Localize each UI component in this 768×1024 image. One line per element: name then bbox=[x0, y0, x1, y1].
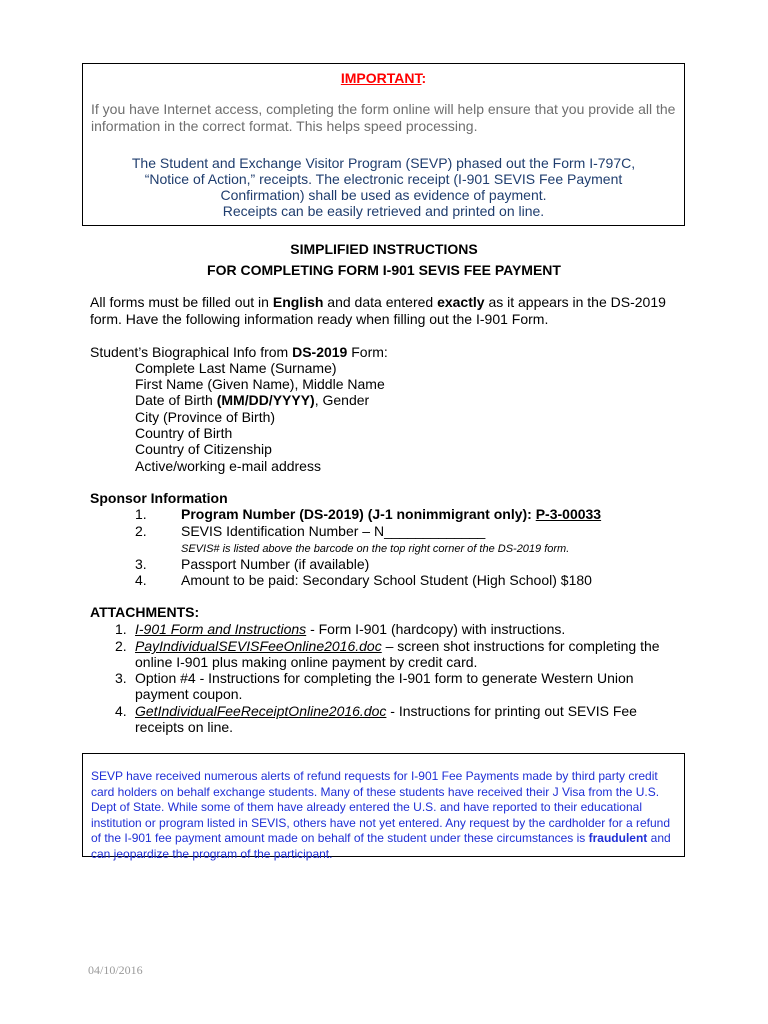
amount-to-pay: Amount to be paid: Secondary School Student (High School) $180 bbox=[181, 572, 592, 588]
intro-paragraph: All forms must be filled out in English and data entered exactly as it appears in the DS-2019 form. Have the following information ready when filling out the I-901 Form. bbox=[90, 294, 666, 327]
sponsor-num: 1. bbox=[135, 506, 147, 522]
attachments-title: ATTACHMENTS: bbox=[90, 604, 200, 620]
fraud-alert-box: SEVP have received numerous alerts of refund requests for I-901 Fee Payments made by third party credit card holders on behalf exchange students. Many of these students have received their J Visa from the U.S. Dept of State. While some of them have already entered the U.S. and have reported to their educational institution or program listed in SEVIS, others have not yet entered. Any request by the cardholder for a refund of the I-901 fee payment amount made on behalf of the student under these circumstances is fraudulent and can jeopardize the program of the participant. bbox=[82, 753, 685, 857]
bio-item: City (Province of Birth) bbox=[135, 409, 276, 425]
attachment-item-cont: online I-901 plus making online payment by credit card. bbox=[135, 654, 478, 670]
attachment-item: Option #4 - Instructions for completing the I-901 form to generate Western Union bbox=[135, 670, 634, 686]
attachment-num: 2. bbox=[115, 638, 127, 654]
passport-number: Passport Number (if available) bbox=[181, 556, 370, 572]
sponsor-num: 2. bbox=[135, 523, 147, 539]
online-advice-paragraph: If you have Internet access, completing the form online will help ensure that you provide all the information in the correct format. This helps speed processing. bbox=[91, 101, 676, 134]
attachment-item-cont: receipts on line. bbox=[135, 719, 234, 735]
attachment-link[interactable]: GetIndividualFeeReceiptOnline2016.doc bbox=[135, 703, 387, 719]
bio-item: Active/working e-mail address bbox=[135, 458, 321, 474]
sponsor-num: 4. bbox=[135, 572, 147, 588]
bio-item: First Name (Given Name), Middle Name bbox=[135, 376, 385, 392]
sevis-note: SEVIS# is listed above the barcode on the top right corner of the DS-2019 form. bbox=[181, 543, 570, 555]
sevp-receipt-paragraph: The Student and Exchange Visitor Program (SEVP) phased out the Form I-797C, “Notice of Action,” receipts. The electronic receipt (I-901 SEVIS Fee Payment Confirmation) shall be used as evidence of payment. Receipts can be easily retrieved and printed on line. bbox=[131, 155, 636, 219]
bio-item: Date of Birth (MM/DD/YYYY), Gender bbox=[135, 392, 370, 408]
attachment-item: I-901 Form and Instructions - Form I-901 (hardcopy) with instructions. bbox=[135, 621, 566, 637]
attachment-num: 4. bbox=[115, 703, 127, 719]
sevis-id: SEVIS Identification Number – N_____________ bbox=[181, 523, 486, 539]
important-notice-box bbox=[82, 63, 685, 226]
bio-item: Complete Last Name (Surname) bbox=[135, 360, 337, 376]
heading-line-2: FOR COMPLETING FORM I-901 SEVIS FEE PAYMENT bbox=[207, 262, 561, 278]
sponsor-num: 3. bbox=[135, 556, 147, 572]
attachment-item-cont: payment coupon. bbox=[135, 686, 243, 702]
attachment-num: 1. bbox=[115, 621, 127, 637]
bio-item: Country of Citizenship bbox=[135, 441, 272, 457]
heading-line-1: SIMPLIFIED INSTRUCTIONS bbox=[290, 241, 478, 257]
attachment-num: 3. bbox=[115, 670, 127, 686]
bio-info-label: Student’s Biographical Info from DS-2019 Form: bbox=[90, 344, 388, 360]
sponsor-title: Sponsor Information bbox=[90, 490, 228, 506]
attachment-link[interactable]: I-901 Form and Instructions bbox=[135, 621, 307, 637]
bio-item: Country of Birth bbox=[135, 425, 233, 441]
program-number: Program Number (DS-2019) (J-1 nonimmigrant only): P-3-00033 bbox=[181, 506, 602, 522]
attachment-item: GetIndividualFeeReceiptOnline2016.doc - Instructions for printing out SEVIS Fee bbox=[135, 703, 637, 719]
attachment-item: PayIndividualSEVISFeeOnline2016.doc – screen shot instructions for completing the bbox=[135, 638, 660, 654]
attachment-link[interactable]: PayIndividualSEVISFeeOnline2016.doc bbox=[135, 638, 382, 654]
footer-date: 04/10/2016 bbox=[88, 963, 143, 977]
important-title: IMPORTANT: bbox=[340, 70, 427, 86]
